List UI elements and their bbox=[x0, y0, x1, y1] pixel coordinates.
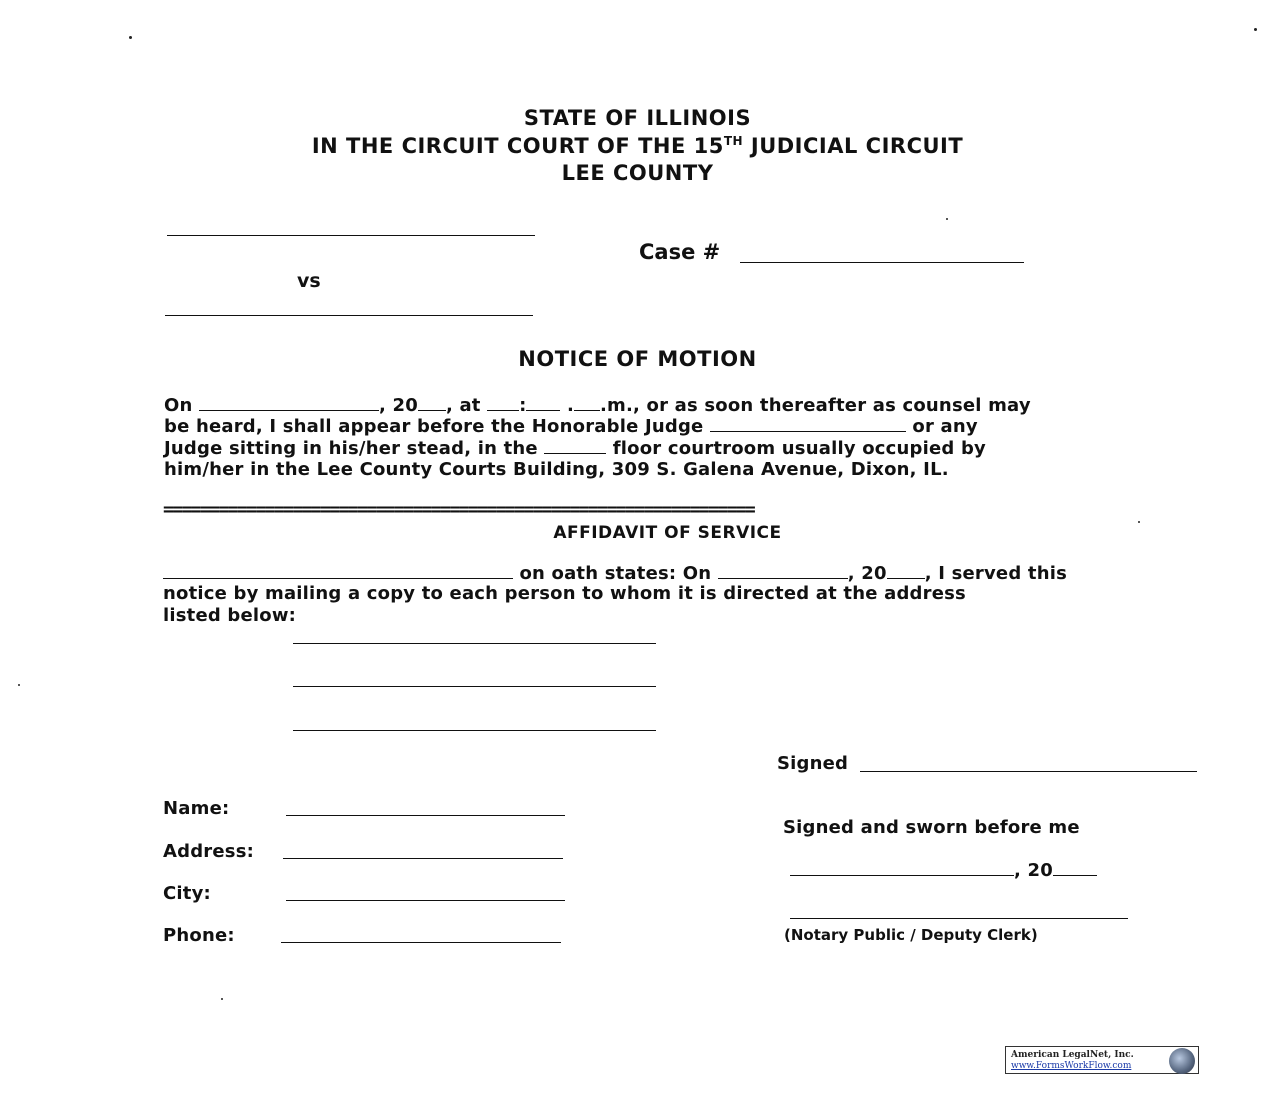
sworn-date-row: , 20 bbox=[790, 859, 1097, 882]
year-blank[interactable] bbox=[418, 394, 446, 411]
sworn-year-blank[interactable] bbox=[1053, 859, 1097, 876]
scan-speck bbox=[946, 218, 948, 220]
judge-blank[interactable] bbox=[710, 415, 906, 432]
case-number-label: Case # bbox=[639, 240, 721, 264]
minute-blank[interactable] bbox=[526, 394, 560, 411]
notary-label: (Notary Public / Deputy Clerk) bbox=[784, 926, 1038, 944]
scan-speck bbox=[18, 684, 20, 686]
phone-label: Phone: bbox=[163, 925, 235, 946]
city-field[interactable] bbox=[286, 900, 565, 901]
service-date-blank[interactable] bbox=[718, 562, 848, 579]
hour-blank[interactable] bbox=[487, 394, 519, 411]
address-line-3[interactable] bbox=[293, 730, 656, 731]
scan-speck bbox=[1138, 521, 1140, 523]
notice-title: NOTICE OF MOTION bbox=[518, 347, 757, 371]
city-label: City: bbox=[163, 883, 211, 904]
section-separator: ================================================================ bbox=[163, 499, 755, 520]
affidavit-line-3: listed below: bbox=[163, 605, 297, 626]
notary-signature-line[interactable] bbox=[790, 918, 1128, 919]
notice-line-2: be heard, I shall appear before the Honorable Judge or any bbox=[164, 416, 978, 437]
floor-blank[interactable] bbox=[544, 437, 606, 454]
affidavit-line-1: on oath states: On , 20 , I served this bbox=[163, 562, 1067, 585]
court-ordinal-suffix: TH bbox=[723, 134, 744, 148]
court-heading: IN THE CIRCUIT COURT OF THE 15TH JUDICIAL CIRCUIT bbox=[311, 134, 964, 158]
scan-speck bbox=[221, 998, 223, 1000]
notice-line-3: Judge sitting in his/her stead, in the floor courtroom usually occupied by bbox=[164, 438, 986, 459]
affidavit-title: AFFIDAVIT OF SERVICE bbox=[553, 523, 782, 543]
case-number-line[interactable] bbox=[740, 262, 1024, 263]
sworn-date-blank[interactable] bbox=[790, 859, 1014, 876]
address-line-1[interactable] bbox=[293, 643, 656, 644]
versus-label: vs bbox=[297, 270, 321, 292]
globe-icon bbox=[1169, 1048, 1195, 1074]
ampm-blank[interactable] bbox=[574, 394, 600, 411]
name-label: Name: bbox=[163, 798, 230, 819]
date-blank[interactable] bbox=[199, 394, 379, 411]
signed-label: Signed bbox=[777, 753, 849, 774]
notice-line-1: On , 20 , at : . .m., or as soon thereafter as counsel may bbox=[164, 395, 1031, 416]
scan-speck bbox=[1254, 28, 1257, 31]
sworn-label: Signed and sworn before me bbox=[783, 817, 1080, 838]
company-url-link[interactable]: www.FormsWorkFlow.com bbox=[1011, 1061, 1132, 1071]
address-line-2[interactable] bbox=[293, 686, 656, 687]
address-field[interactable] bbox=[283, 858, 563, 859]
plaintiff-line[interactable] bbox=[167, 235, 535, 236]
county-heading: LEE COUNTY bbox=[561, 161, 714, 185]
notice-line-4: him/her in the Lee County Courts Building, 309 S. Galena Avenue, Dixon, IL. bbox=[164, 459, 949, 480]
affidavit-line-2: notice by mailing a copy to each person to whom it is directed at the address bbox=[163, 583, 966, 604]
signature-line[interactable] bbox=[860, 771, 1197, 772]
name-field[interactable] bbox=[286, 815, 565, 816]
american-legalnet-badge[interactable] bbox=[1005, 1046, 1199, 1074]
phone-field[interactable] bbox=[281, 942, 561, 943]
service-year-blank[interactable] bbox=[887, 562, 925, 579]
defendant-line[interactable] bbox=[165, 315, 533, 316]
affiant-name-blank[interactable] bbox=[163, 562, 513, 579]
company-name: American LegalNet, Inc. bbox=[1011, 1050, 1134, 1060]
state-heading: STATE OF ILLINOIS bbox=[523, 106, 752, 130]
scan-speck bbox=[129, 36, 132, 39]
address-label: Address: bbox=[163, 841, 255, 862]
